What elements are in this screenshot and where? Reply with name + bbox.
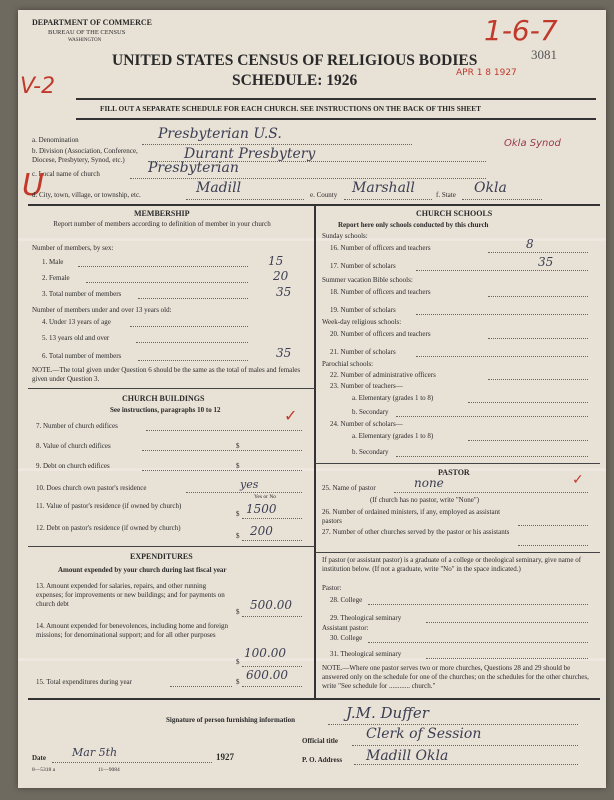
q28-label: 28. College	[330, 596, 363, 604]
summer-schools-label: Summer vacation Bible schools:	[322, 276, 413, 284]
q10-value[interactable]: yes	[240, 478, 259, 491]
q17-label: 17. Number of scholars	[330, 262, 396, 270]
q25-value[interactable]: none	[414, 476, 444, 490]
stamp-number: 3081	[531, 47, 557, 62]
q9-dollar: $	[236, 462, 240, 470]
q4-label: 4. Under 13 years of age	[42, 318, 111, 326]
state-value[interactable]: Okla	[474, 180, 507, 196]
q30-label: 30. College	[330, 634, 363, 642]
q14-value[interactable]: 100.00	[244, 646, 286, 660]
q23a-label: a. Elementary (grades 1 to 8)	[352, 394, 434, 402]
denomination-label: a. Denomination	[32, 136, 79, 144]
expenditures-title: EXPENDITURES	[130, 552, 193, 561]
q22-label: 22. Number of administrative officers	[330, 371, 436, 379]
county-label: e. County	[310, 191, 338, 199]
checkmark: ✓	[284, 406, 298, 425]
schools-subtitle: Report here only schools conducted by this church	[338, 221, 489, 229]
pastor-sublabel: Pastor:	[322, 584, 342, 592]
city-label: d. City, town, village, or township, etc.	[32, 191, 141, 199]
buildings-title: CHURCH BUILDINGS	[122, 394, 205, 403]
bureau-name: BUREAU OF THE CENSUS	[48, 29, 126, 36]
q6-label: 6. Total number of members	[42, 352, 122, 360]
membership-title: MEMBERSHIP	[134, 209, 190, 218]
q25-label: 25. Name of pastor	[322, 484, 376, 492]
q23b-label: b. Secondary	[352, 408, 389, 416]
q9-label: 9. Debt on church edifices	[36, 462, 110, 470]
received-date-stamp: APR 1 8 1927	[456, 68, 517, 78]
q12-dollar: $	[236, 532, 240, 540]
checkmark: ✓	[572, 472, 584, 488]
membership-note: NOTE.—The total given under Question 6 should be the same as the total of males and females given under Question 3.	[32, 366, 301, 383]
q16-label: 16. Number of officers and teachers	[330, 244, 431, 252]
q27-label: 27. Number of other churches served by the pastor or his assistants	[322, 528, 510, 536]
pastor-title: PASTOR	[438, 468, 470, 477]
year-label: 1927	[216, 752, 234, 762]
official-title-value[interactable]: Clerk of Session	[366, 726, 482, 742]
q8-dollar: $	[236, 442, 240, 450]
q12-label: 12. Debt on pastor's residence (if owned by church)	[36, 524, 181, 532]
q3-label: 3. Total number of members	[42, 290, 122, 298]
form-number: 8—5318 a	[32, 767, 56, 773]
q18-label: 18. Number of officers and teachers	[330, 288, 431, 296]
signature-value[interactable]: J.M. Duffer	[346, 704, 429, 722]
q24a-label: a. Elementary (grades 1 to 8)	[352, 432, 434, 440]
q11-value[interactable]: 1500	[246, 502, 277, 516]
date-value[interactable]: Mar 5th	[72, 746, 118, 759]
department-name: DEPARTMENT OF COMMERCE	[32, 18, 153, 27]
schools-title: CHURCH SCHOOLS	[416, 209, 493, 218]
q21-label: 21. Number of scholars	[330, 348, 396, 356]
q12-value[interactable]: 200	[250, 524, 273, 538]
sunday-schools-label: Sunday schools:	[322, 232, 368, 240]
parochial-schools-label: Parochial schools:	[322, 360, 374, 368]
q13-value[interactable]: 500.00	[250, 598, 292, 612]
synod-note: Okla Synod	[504, 138, 561, 149]
corner-mark: V-2	[20, 74, 56, 99]
po-address-value[interactable]: Madill Okla	[366, 748, 449, 764]
q29-label: 29. Theological seminary	[330, 614, 402, 622]
date-label: Date	[32, 754, 46, 762]
q15-dollar: $	[236, 678, 240, 686]
census-schedule-sheet	[18, 10, 606, 788]
buildings-subtitle: See instructions, paragraphs 10 to 12	[110, 406, 221, 414]
q11-dollar: $	[236, 510, 240, 518]
weekday-schools-label: Week-day religious schools:	[322, 318, 402, 326]
form-title: UNITED STATES CENSUS OF RELIGIOUS BODIES	[112, 52, 478, 69]
division-value[interactable]: Durant Presbytery	[184, 146, 316, 162]
q5-label: 5. 13 years old and over	[42, 334, 110, 342]
q15-label: 15. Total expenditures during year	[36, 678, 132, 686]
members-by-age-label: Number of members under and over 13 years old:	[32, 306, 172, 314]
county-value[interactable]: Marshall	[352, 180, 415, 196]
denomination-value[interactable]: Presbyterian U.S.	[158, 126, 282, 142]
q14-dollar: $	[236, 658, 240, 666]
membership-subtitle: Report number of members according to definition of member in your church	[53, 220, 271, 228]
local-name-label: c. Local name of church	[32, 170, 100, 178]
q26-label: 26. Number of ordained ministers, if any, employed as assistant pastors	[322, 508, 501, 525]
state-label: f. State	[436, 191, 456, 199]
q10-label: 10. Does church own pastor's residence	[36, 484, 147, 492]
q8-label: 8. Value of church edifices	[36, 442, 111, 450]
q6-value[interactable]: 35	[276, 346, 292, 360]
q19-label: 19. Number of scholars	[330, 306, 396, 314]
q2-label: 2. Female	[42, 274, 70, 282]
q25-note: (If church has no pastor, write "None")	[370, 496, 480, 504]
q7-label: 7. Number of church edifices	[36, 422, 118, 430]
city-value[interactable]: Madill	[196, 180, 242, 196]
assistant-pastor-sublabel: Assistant pastor:	[322, 624, 369, 632]
signature-label: Signature of person furnishing information	[166, 716, 295, 724]
q31-label: 31. Theological seminary	[330, 650, 402, 658]
print-number: 11—9084	[98, 767, 120, 773]
official-title-label: Official title	[302, 737, 338, 745]
q10-hint: Yes or No	[254, 494, 277, 500]
q24-label: 24. Number of scholars—	[330, 420, 403, 428]
q16-value[interactable]: 8	[526, 237, 534, 251]
q1-label: 1. Male	[42, 258, 64, 266]
q3-value[interactable]: 35	[276, 285, 292, 299]
schedule-title: SCHEDULE: 1926	[232, 72, 358, 89]
q13-label: 13. Amount expended for salaries, repairs, and other running expenses; for improvements or new buildings; and for payments on church debt	[36, 582, 225, 608]
graduate-instruction: If pastor (or assistant pastor) is a graduate of a college or theological seminary, give name of institution below. (If not a graduate, write "No" in the space indicated.)	[322, 556, 582, 573]
fold-line	[18, 238, 606, 241]
members-by-sex-label: Number of members, by sex:	[32, 244, 114, 252]
po-address-label: P. O. Address	[302, 756, 343, 764]
q20-label: 20. Number of officers and teachers	[330, 330, 431, 338]
local-name-value[interactable]: Presbyterian	[148, 160, 239, 176]
division-label: b. Division (Association, Conference, Diocese, Presbytery, Synod, etc.)	[32, 147, 138, 164]
instruction-line: FILL OUT A SEPARATE SCHEDULE FOR EACH CHURCH. SEE INSTRUCTIONS ON THE BACK OF THIS SHEET	[100, 104, 482, 113]
q15-value[interactable]: 600.00	[246, 668, 288, 682]
pastor-note: NOTE.—Where one pastor serves two or more churches, Questions 28 and 29 should be answered only on the schedule for one of the churches; on the schedules for the other churches, write "See schedule for ............ church."	[322, 664, 589, 690]
red-control-number: 1-6-7	[484, 14, 558, 47]
red-margin-mark: U	[22, 168, 44, 203]
q23-label: 23. Number of teachers—	[330, 382, 403, 390]
q24b-label: b. Secondary	[352, 448, 389, 456]
q1-value[interactable]: 15	[268, 254, 284, 268]
q13-dollar: $	[236, 608, 240, 616]
q11-label: 11. Value of pastor's residence (if owned by church)	[36, 502, 182, 510]
q17-value[interactable]: 35	[538, 255, 554, 269]
city-name: WASHINGTON	[68, 38, 102, 43]
q2-value[interactable]: 20	[273, 269, 289, 283]
expenditures-subtitle: Amount expended by your church during last fiscal year	[58, 566, 227, 574]
q14-label: 14. Amount expended for benevolences, including home and foreign missions; for denominational support; and for all other purposes	[36, 622, 229, 639]
